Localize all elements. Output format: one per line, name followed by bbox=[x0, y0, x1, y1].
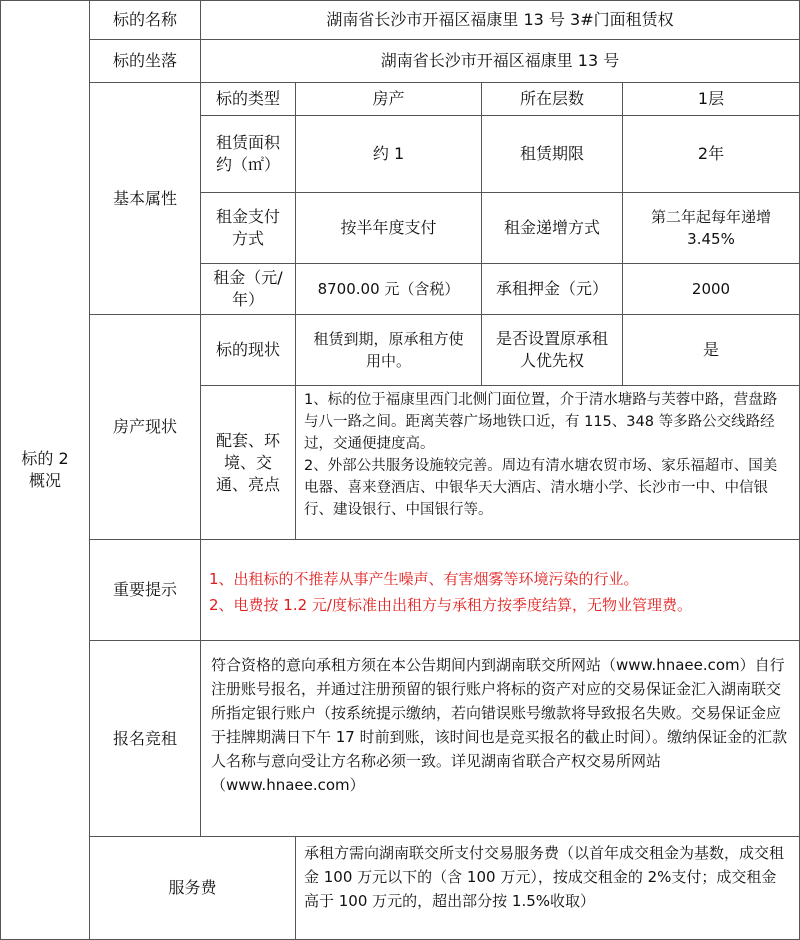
pay-label: 租金支付方式 bbox=[200, 192, 296, 264]
signup-value: 符合资格的意向承租方须在本公告期间内到湖南联交所网站（www.hnaee.com）自行注册账号报名，并通过注册预留的银行账户将标的资产对应的交易保证金汇入湖南联交所指定银行账户（按系统提示缴纳，若向错误账号缴款将导致报名失败。交易保证金应于挂牌期满日下午 17 时前到账，该时间也是竞买报名的截止时间）。缴纳保证金的汇款人名称与意向受让方名称必须一致。详见湖南省联合产权交易所网站（www.hnaee.com） bbox=[200, 640, 800, 837]
type-value: 房产 bbox=[295, 82, 482, 116]
signup-label: 报名竞租 bbox=[89, 640, 201, 837]
type-label: 标的类型 bbox=[200, 82, 296, 116]
current-value: 租赁到期，原承租方使用中。 bbox=[295, 314, 482, 386]
name-value: 湖南省长沙市开福区福康里 13 号 3#门面租赁权 bbox=[200, 0, 800, 40]
priority-label: 是否设置原承租人优先权 bbox=[481, 314, 623, 386]
area-value: 约 1 bbox=[295, 115, 482, 193]
floor-value: 1层 bbox=[622, 82, 800, 116]
facilities-paragraph-1: 1、标的位于福康里西门北侧门面位置，介于清水塘路与芙蓉中路，营盘路与八一路之间。距离芙蓉广场地铁口近，有 115、348 等多路公交线路经过，交通便捷度高。 bbox=[304, 392, 778, 452]
facilities-paragraph-2: 2、外部公共服务设施较完善。周边有清水塘农贸市场、家乐福超市、国美电器、喜来登酒店、中银华天大酒店、清水塘小学、长沙市一中、中信银行、建设银行、中国银行等。 bbox=[304, 458, 778, 518]
deposit-label: 承租押金（元） bbox=[481, 263, 623, 315]
name-label: 标的名称 bbox=[89, 0, 201, 40]
term-label: 租赁期限 bbox=[481, 115, 623, 193]
term-value: 2年 bbox=[622, 115, 800, 193]
notice-line-2: 2、电费按 1.2 元/度标准由出租方与承租方按季度结算，无物业管理费。 bbox=[209, 596, 692, 614]
fee-label: 服务费 bbox=[89, 836, 296, 940]
notice-value bbox=[200, 539, 800, 641]
area-label: 租赁面积约（㎡） bbox=[200, 115, 296, 193]
facilities-label: 配套、环境、交通、亮点 bbox=[200, 385, 296, 540]
outer-label: 标的 2 概况 bbox=[0, 0, 90, 940]
increase-label: 租金递增方式 bbox=[481, 192, 623, 264]
notice-line-1: 1、出租标的不推荐从事产生噪声、有害烟雾等环境污染的行业。 bbox=[209, 570, 639, 588]
deposit-value: 2000 bbox=[622, 263, 800, 315]
location-label: 标的坐落 bbox=[89, 39, 201, 83]
floor-label: 所在层数 bbox=[481, 82, 623, 116]
facilities-value bbox=[295, 385, 800, 540]
pay-value: 按半年度支付 bbox=[295, 192, 482, 264]
status-group-label: 房产现状 bbox=[89, 314, 201, 540]
current-label: 标的现状 bbox=[200, 314, 296, 386]
location-value: 湖南省长沙市开福区福康里 13 号 bbox=[200, 39, 800, 83]
rent-label: 租金（元/年） bbox=[200, 263, 296, 315]
rent-value: 8700.00 元（含税） bbox=[295, 263, 482, 315]
fee-value: 承租方需向湖南联交所支付交易服务费（以首年成交租金为基数，成交租金 100 万元以下的（含 100 万元），按成交租金的 2%支付；成交租金高于 100 万元的，超出部分按 1.5%收取） bbox=[295, 836, 800, 940]
notice-label: 重要提示 bbox=[89, 539, 201, 641]
basic-group-label: 基本属性 bbox=[89, 82, 201, 315]
priority-value: 是 bbox=[622, 314, 800, 386]
increase-value: 第二年起每年递增 3.45% bbox=[622, 192, 800, 264]
